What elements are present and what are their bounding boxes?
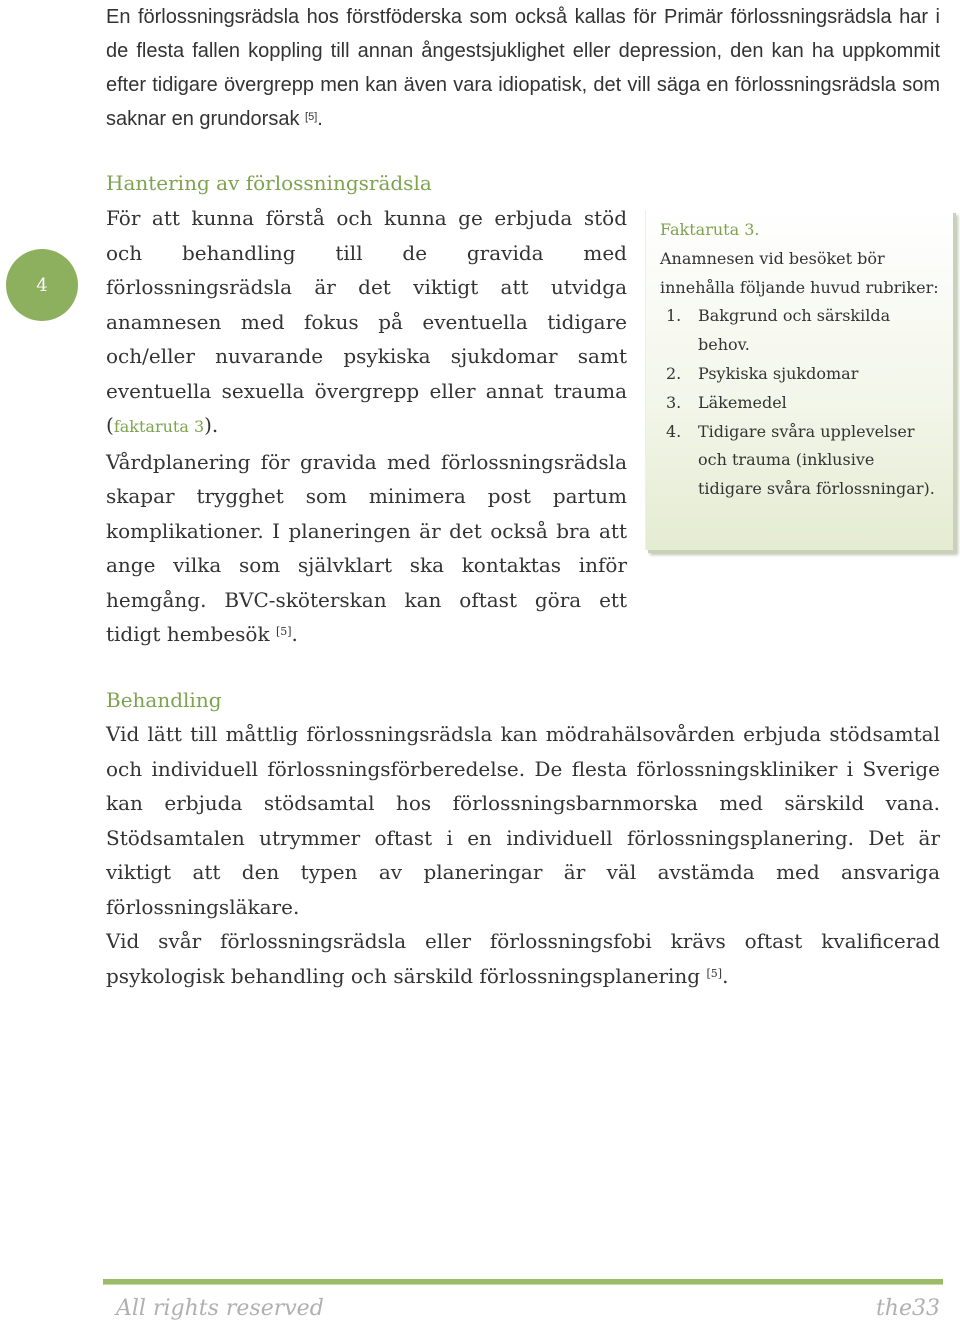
intro-text: En förlossningsrädsla hos förstföderska som också kallas för Primär förlossningsrädsla har i de flesta fallen koppling till annan ångestsjuklighet eller depression, den kan ha uppkommit efter tidigare övergrepp men kan även vara idiopatisk, det vill säga en förlossningsrädsla som saknar en grundorsak [106,6,940,130]
factbox-item-number: 2. [666,363,682,383]
footer-brand: the33 [875,1296,940,1321]
factbox-item-number: 3. [666,392,682,412]
hantering-paragraph-1 [106,201,627,445]
behandling-paragraph-2 [106,924,940,993]
behandling-p2-end: . [722,963,729,988]
faktaruta-reference: faktaruta 3 [113,417,205,436]
hantering-p2-text: Vårdplanering för gravida med förlossningsrädsla skapar trygghet som minimera post partum komplikationer. I planeringen är det också bra att ange vilka som självklart ska kontaktas inför hemgång. BVC-sköterskan kan oftast göra ett tidigt hembesök [106,449,627,646]
behandling-body [106,717,940,993]
page-number-badge [6,249,78,321]
hantering-body [106,201,627,652]
factbox-item-text: Läkemedel [698,392,787,412]
heading-hantering: Hantering av förlossningsrädsla [106,171,432,195]
hantering-p2-end: . [291,622,298,646]
intro-paragraph [106,0,940,136]
factbox-item-number: 1. [666,306,682,326]
factbox-item-number: 4. [666,421,682,441]
footer-divider [103,1279,943,1285]
factbox-item-text: Psykiska sjukdomar [698,363,859,383]
factbox-title: Faktaruta 3. [660,220,760,239]
factbox-list [660,302,939,504]
intro-end: . [317,108,323,130]
factbox-item [660,389,939,418]
page-number: 4 [36,274,48,296]
factbox-item [660,302,939,360]
factbox-item [660,360,939,389]
behandling-p2-text: Vid svår förlossningsrädsla eller förlossningsfobi krävs oftast kvalificerad psykologisk behandling och särskild förlossningsplanering [106,929,940,988]
factbox-item-text: Bakgrund och särskilda behov. [698,306,891,355]
factbox-item-text: Tidigare svåra upplevelser och trauma (inklusive tidigare svåra förlossningar). [698,421,935,499]
heading-behandling: Behandling [106,688,222,712]
behandling-p2-reference: [5] [706,966,723,980]
behandling-paragraph-1: Vid lätt till måttlig förlossningsrädsla kan mödrahälsovården erbjuda stödsamtal och individuell förlossningsförberedelse. De flesta förlossningskliniker i Sverige kan erbjuda stödsamtal hos förlossningsbarnmorska med särskild vana. Stödsamtalen utrymmer oftast i en individuell förlossningsplanering. Det är viktigt att den typen av planeringar är väl avstämda med ansvariga förlossningsläkare. [106,722,940,919]
footer-copyright: All rights reserved [116,1296,324,1321]
intro-reference: [5] [305,111,318,123]
hantering-p1-end: ). [204,413,219,437]
factbox-item [660,418,939,504]
factbox-intro: Anamnesen vid besöket bör innehålla följande huvud rubriker: [660,248,939,297]
factbox [645,210,953,550]
hantering-p1-text: För att kunna förstå och kunna ge erbjuda stöd och behandling till de gravida med förlossningsrädsla är det viktigt att utvidga anamnesen med fokus på eventuella tidigare och/eller nuvarande psykiska sjukdomar samt eventuella sexuella övergrepp eller annat trauma ( [106,206,627,437]
hantering-paragraph-2 [106,445,627,652]
hantering-p2-reference: [5] [275,625,292,638]
